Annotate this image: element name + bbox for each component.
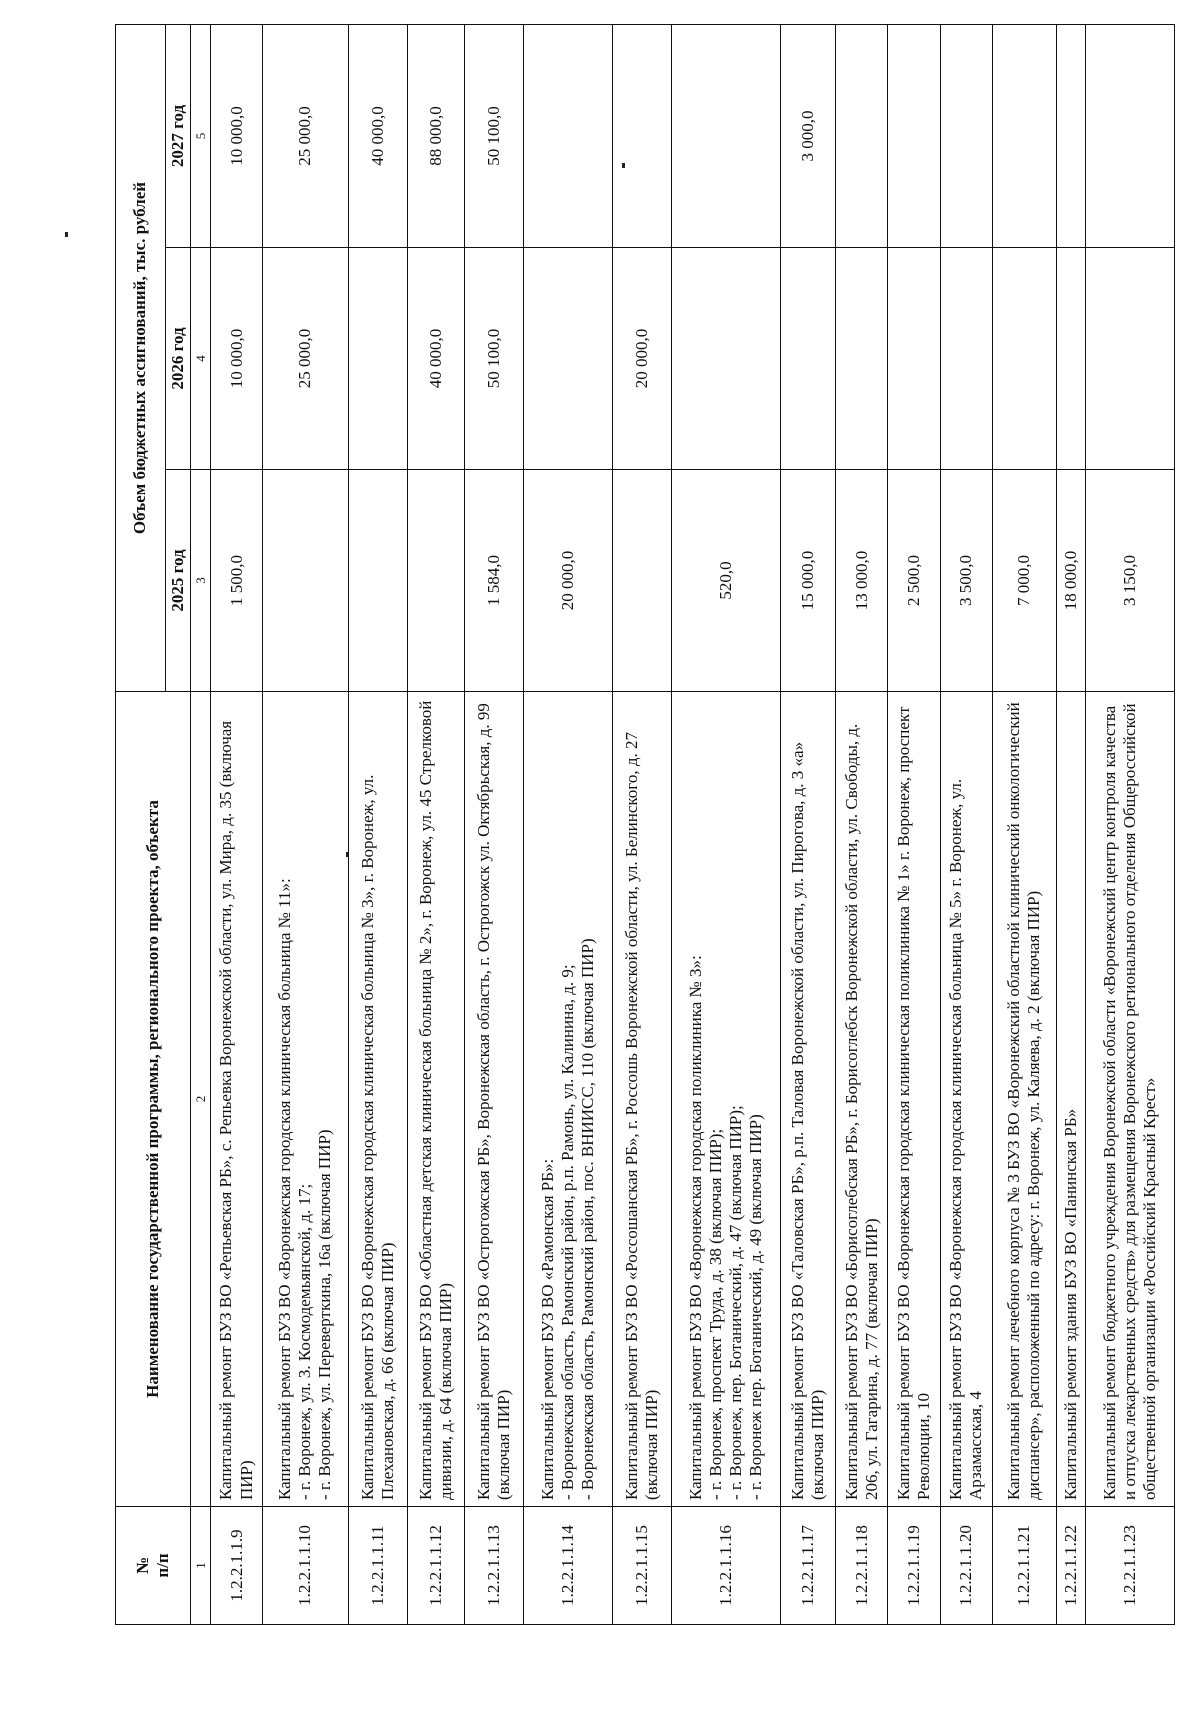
- object-name: Капитальный ремонт БУЗ ВО «Борисоглебская РБ», г. Борисоглебск Воронежской области, ул. Свободы, д. 206, ул. Гагарина, д. 77 (включая ПИР): [835, 692, 887, 1507]
- object-name: Капитальный ремонт БУЗ ВО «Рамонская РБ»: - Воронежская область, Рамонский район, р.п. Рамонь, ул. Калинина, д. 9; - Воронежская область, Рамонский район, пос. ВНИИСС, 110 (включая ПИР): [524, 692, 613, 1507]
- column-index: 4: [191, 248, 211, 470]
- row-number: 1.2.2.1.1.19: [888, 1507, 940, 1625]
- header-amount-group: Объем бюджетных ассигнований, тыс. рублей: [116, 25, 166, 692]
- amount-2026: [940, 248, 992, 470]
- amount-2027: 3 000,0: [781, 25, 836, 248]
- table-row: [835, 25, 887, 1625]
- row-number: 1.2.2.1.1.11: [349, 1507, 408, 1625]
- object-name: Капитальный ремонт лечебного корпуса № 3 БУЗ ВО «Воронежский областной клинический онкологический диспансер», расположенный по адресу: г. Воронеж, ул. Каляева, д. 2 (включая ПИР): [992, 692, 1056, 1507]
- row-number: 1.2.2.1.1.23: [1086, 1507, 1175, 1625]
- amount-2026: [672, 248, 781, 470]
- amount-2027: 40 000,0: [349, 25, 408, 248]
- table-row: [992, 25, 1056, 1625]
- amount-2025: [349, 470, 408, 692]
- row-number: 1.2.2.1.1.9: [211, 1507, 262, 1625]
- amount-2025: 3 500,0: [940, 470, 992, 692]
- column-index: 1: [191, 1507, 211, 1625]
- amount-2026: 25 000,0: [262, 248, 348, 470]
- amount-2027: [835, 25, 887, 248]
- amount-2026: 10 000,0: [211, 248, 262, 470]
- row-number: 1.2.2.1.1.13: [465, 1507, 524, 1625]
- object-name: Капитальный ремонт здания БУЗ ВО «Панинская РБ»: [1056, 692, 1086, 1507]
- table-row: [349, 25, 408, 1625]
- amount-2025: [613, 470, 672, 692]
- amount-2027: 10 000,0: [211, 25, 262, 248]
- amount-2027: [524, 25, 613, 248]
- row-number: 1.2.2.1.1.15: [613, 1507, 672, 1625]
- column-index: 2: [191, 692, 211, 1507]
- column-index: 3: [191, 470, 211, 692]
- amount-2027: [672, 25, 781, 248]
- amount-2026: [888, 248, 940, 470]
- rotated-table-container: [115, 25, 1175, 1625]
- amount-2025: 18 000,0: [1056, 470, 1086, 692]
- amount-2025: [408, 470, 465, 692]
- header-2025: 2025 год: [166, 470, 191, 692]
- column-index: 5: [191, 25, 211, 248]
- table-row: [408, 25, 465, 1625]
- amount-2026: [1086, 248, 1175, 470]
- object-name: Капитальный ремонт БУЗ ВО «Воронежская городская поликлиника № 3»: - г. Воронеж, проспект Труда, д. 38 (включая ПИР); - г. Воронеж, пер. Ботанический, д. 47 (включая ПИР); - г. Воронеж пер. Ботанический, д. 49 (включая ПИР): [672, 692, 781, 1507]
- row-number: 1.2.2.1.1.10: [262, 1507, 348, 1625]
- object-name: Капитальный ремонт БУЗ ВО «Воронежская городская клиническая больница № 5» г. Воронеж, ул. Арзамасская, 4: [940, 692, 992, 1507]
- object-name: Капитальный ремонт БУЗ ВО «Воронежская городская клиническая больница № 11»: - г. Воронеж, ул. 3. Космодемьянской, д. 17; - г. Воронеж, ул. Переверткина, 16а (включая ПИР): [262, 692, 348, 1507]
- amount-2025: 13 000,0: [835, 470, 887, 692]
- amount-2026: [524, 248, 613, 470]
- row-number: 1.2.2.1.1.17: [781, 1507, 836, 1625]
- amount-2026: [835, 248, 887, 470]
- row-number: 1.2.2.1.1.14: [524, 1507, 613, 1625]
- amount-2025: 1 500,0: [211, 470, 262, 692]
- scan-speck: [65, 232, 68, 237]
- amount-2027: [1056, 25, 1086, 248]
- object-name: Капитальный ремонт БУЗ ВО «Острогожская РБ», Воронежская область, г. Острогожск ул. Октябрьская, д. 99 (включая ПИР): [465, 692, 524, 1507]
- amount-2026: [992, 248, 1056, 470]
- object-name: Капитальный ремонт БУЗ ВО «Воронежская городская клиническая больница № 3», г. Воронеж, ул. Плехановская, д. 66 (включая ПИР): [349, 692, 408, 1507]
- amount-2026: 40 000,0: [408, 248, 465, 470]
- amount-2026: [781, 248, 836, 470]
- amount-2025: 2 500,0: [888, 470, 940, 692]
- amount-2026: 20 000,0: [613, 248, 672, 470]
- table-row: [262, 25, 348, 1625]
- amount-2027: [1086, 25, 1175, 248]
- amount-2025: 15 000,0: [781, 470, 836, 692]
- column-index-row: [191, 25, 211, 1625]
- row-number: 1.2.2.1.1.21: [992, 1507, 1056, 1625]
- table-row: [211, 25, 262, 1625]
- row-number: 1.2.2.1.1.16: [672, 1507, 781, 1625]
- header-2026: 2026 год: [166, 248, 191, 470]
- amount-2027: [940, 25, 992, 248]
- table-row: [1056, 25, 1086, 1625]
- amount-2025: 520,0: [672, 470, 781, 692]
- object-name: Капитальный ремонт БУЗ ВО «Репьевская РБ», с. Репьевка Воронежской области, ул. Мира, д. 35 (включая ПИР): [211, 692, 262, 1507]
- object-name: Капитальный ремонт БУЗ ВО «Таловская РБ», р.п. Таловая Воронежской области, ул. Пирогова, д. 3 «а» (включая ПИР): [781, 692, 836, 1507]
- budget-table: [115, 24, 1175, 1625]
- amount-2027: [992, 25, 1056, 248]
- table-row: [524, 25, 613, 1625]
- header-2027: 2027 год: [166, 25, 191, 248]
- object-name: Капитальный ремонт бюджетного учреждения Воронежской области «Воронежский центр контроля качества и отпуска лекарственных средств» для размещения Воронежского регионального отделения Общероссийской общественной организации «Российский Красный Крест»: [1086, 692, 1175, 1507]
- row-number: 1.2.2.1.1.20: [940, 1507, 992, 1625]
- row-number: 1.2.2.1.1.12: [408, 1507, 465, 1625]
- header-num: № п/п: [116, 1507, 191, 1625]
- table-row: [1086, 25, 1175, 1625]
- row-number: 1.2.2.1.1.22: [1056, 1507, 1086, 1625]
- amount-2026: [1056, 248, 1086, 470]
- object-name: Капитальный ремонт БУЗ ВО «Воронежская городская клиническая поликлиника № 1» г. Воронеж, проспект Революции, 10: [888, 692, 940, 1507]
- amount-2026: [349, 248, 408, 470]
- table-row: [465, 25, 524, 1625]
- amount-2027: 88 000,0: [408, 25, 465, 248]
- amount-2025: 20 000,0: [524, 470, 613, 692]
- amount-2025: 3 150,0: [1086, 470, 1175, 692]
- amount-2025: 1 584,0: [465, 470, 524, 692]
- amount-2025: [262, 470, 348, 692]
- object-name: Капитальный ремонт БУЗ ВО «Областная детская клиническая больница № 2», г. Воронеж, ул. 45 Стрелковой дивизии, д. 64 (включая ПИР): [408, 692, 465, 1507]
- amount-2027: [613, 25, 672, 248]
- amount-2026: 50 100,0: [465, 248, 524, 470]
- table-row: [781, 25, 836, 1625]
- object-name: Капитальный ремонт БУЗ ВО «Россошанская РБ», г. Россошь Воронежской области, ул. Белинского, д. 27 (включая ПИР): [613, 692, 672, 1507]
- header-name: Наименование государственной программы, регионального проекта, объекта: [116, 692, 191, 1507]
- amount-2025: 7 000,0: [992, 470, 1056, 692]
- table-row: [888, 25, 940, 1625]
- table-row: [940, 25, 992, 1625]
- table-row: [613, 25, 672, 1625]
- amount-2027: [888, 25, 940, 248]
- amount-2027: 25 000,0: [262, 25, 348, 248]
- table-row: [672, 25, 781, 1625]
- amount-2027: 50 100,0: [465, 25, 524, 248]
- row-number: 1.2.2.1.1.18: [835, 1507, 887, 1625]
